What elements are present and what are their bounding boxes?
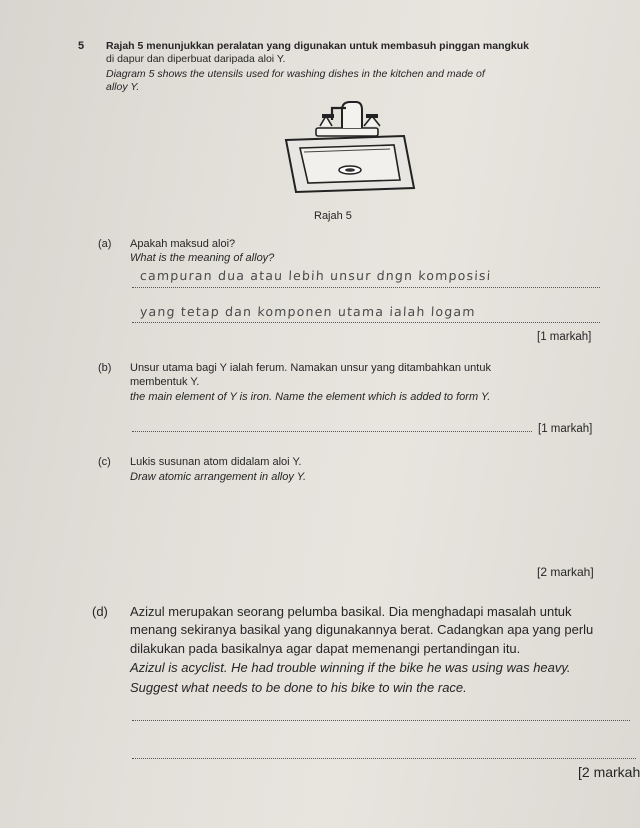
part-b-label: (b) <box>98 362 112 374</box>
answer-line <box>132 322 600 323</box>
part-c-en: Draw atomic arrangement in alloy Y. <box>130 471 307 483</box>
part-d-en-line1: Azizul is acyclist. He had trouble winning if the bike he was using was heavy. <box>130 660 571 675</box>
part-a-answer-line1: campuran dua atau lebih unsur dngn komposisi <box>139 268 492 283</box>
intro-en-line1: Diagram 5 shows the utensils used for washing dishes in the kitchen and made of <box>106 68 485 80</box>
part-d-ms-line1: Azizul merupakan seorang pelumba basikal. Dia menghadapi masalah untuk <box>130 604 572 619</box>
part-c-ms: Lukis susunan atom didalam aloi Y. <box>130 456 302 468</box>
diagram-caption: Rajah 5 <box>314 210 352 222</box>
part-a-marks: [1 markah] <box>537 331 592 343</box>
intro-en-line2: alloy Y. <box>106 81 140 93</box>
part-b-en: the main element of Y is iron. Name the element which is added to form Y. <box>130 391 491 403</box>
answer-line <box>132 758 636 759</box>
part-b-ms-line1: Unsur utama bagi Y ialah ferum. Namakan unsur yang ditambahkan untuk <box>130 362 491 374</box>
part-d-ms-line3: dilakukan pada basikalnya agar dapat memenangi pertandingan itu. <box>130 641 521 656</box>
part-a-ms: Apakah maksud aloi? <box>130 238 236 250</box>
kitchen-sink-icon <box>280 100 420 196</box>
part-a-label: (a) <box>98 238 112 250</box>
part-d-ms-line2: menang sekiranya basikal yang digunakannya berat. Cadangkan apa yang perlu <box>130 622 594 637</box>
part-c-marks: [2 markah] <box>537 565 594 579</box>
part-d-label: (d) <box>92 604 108 619</box>
part-a-answer-line2: yang tetap dan komponen utama ialah logam <box>139 304 477 319</box>
intro-ms-line2: di dapur dan diperbuat daripada aloi Y. <box>106 53 286 65</box>
intro-ms-line1: Rajah 5 menunjukkan peralatan yang digunakan untuk membasuh pinggan mangkuk <box>106 40 529 52</box>
part-d-en-line2: Suggest what needs to be done to his bike to win the race. <box>130 680 467 695</box>
part-c-label: (c) <box>98 456 111 468</box>
part-a-en: What is the meaning of alloy? <box>130 252 275 264</box>
answer-line <box>132 720 630 721</box>
part-b-marks: [1 markah] <box>538 423 593 435</box>
answer-line <box>132 431 532 432</box>
part-b-ms-line2: membentuk Y. <box>130 376 200 388</box>
question-number: 5 <box>78 40 85 52</box>
part-d-marks: [2 markah <box>578 764 640 780</box>
answer-line <box>132 287 600 288</box>
